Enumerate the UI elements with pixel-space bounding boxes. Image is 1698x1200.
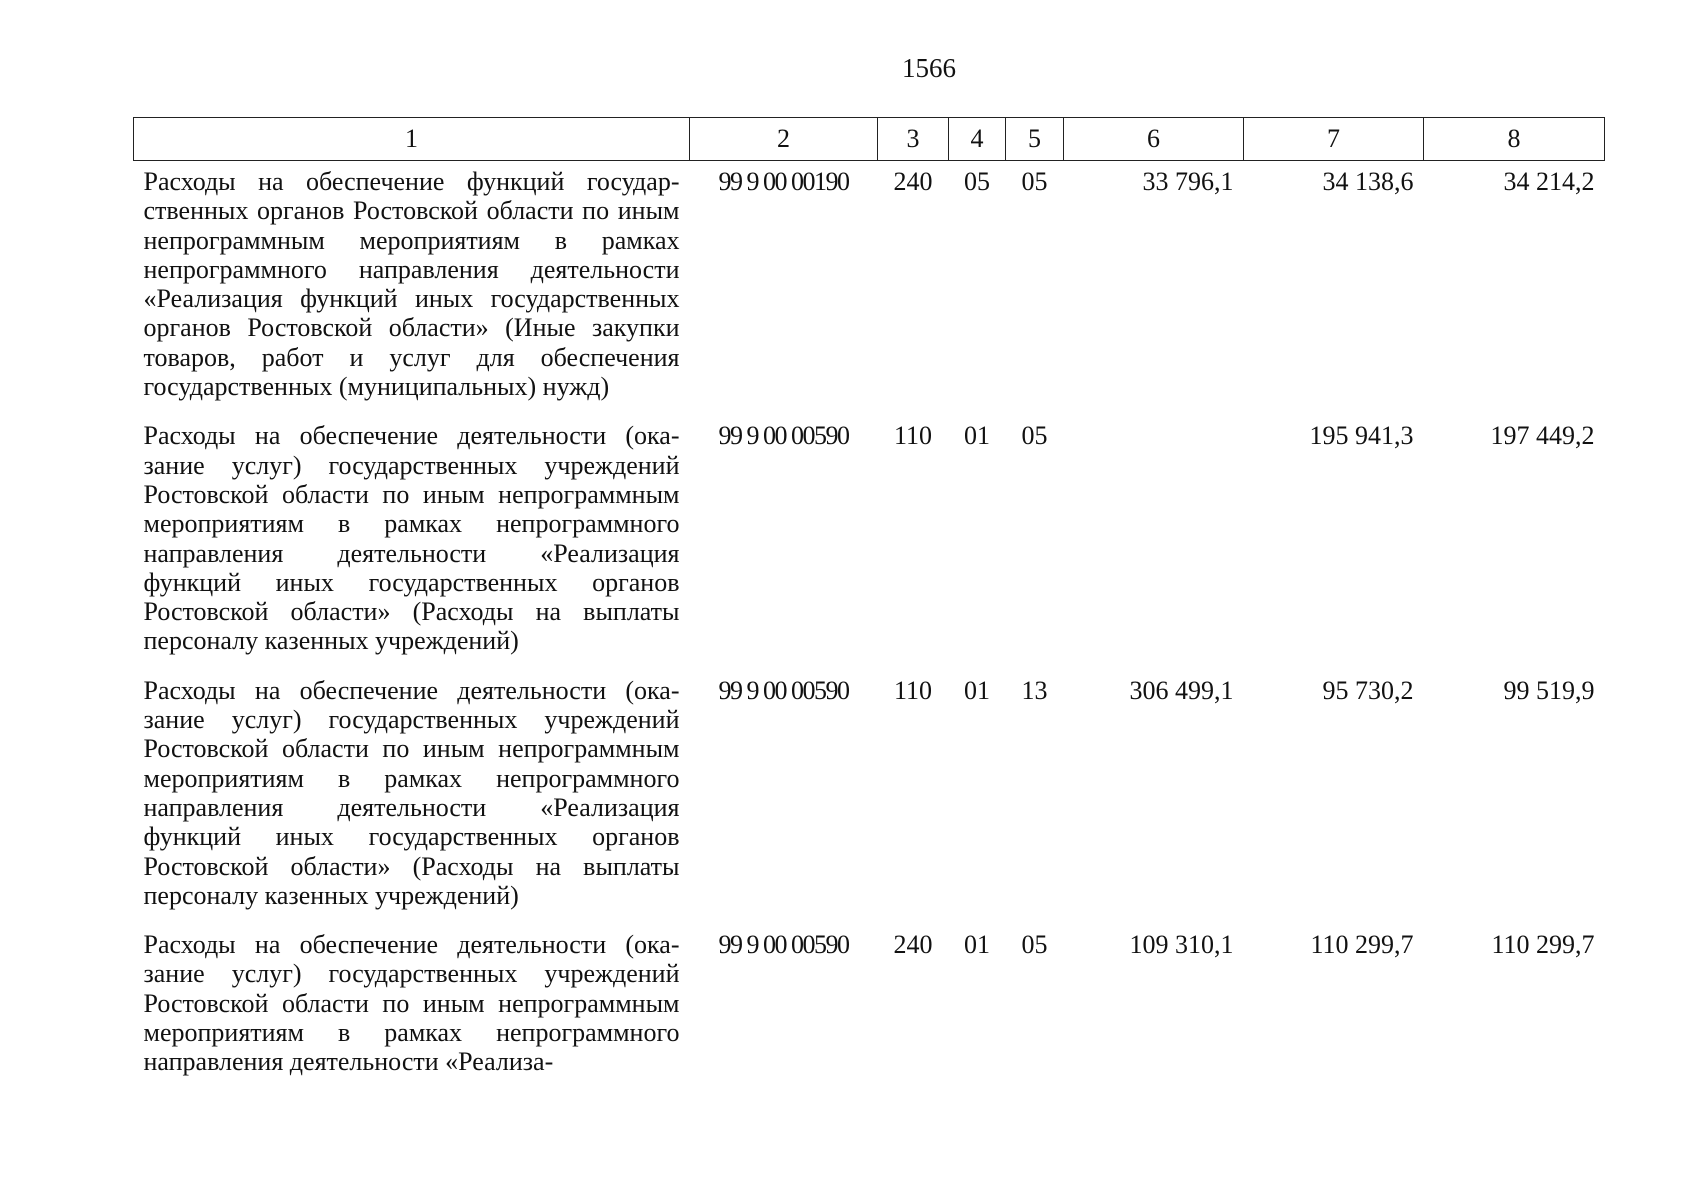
section-code: 05 [964, 167, 990, 196]
target-article-code: 99 9 00 00190 [718, 167, 849, 196]
subsection-code: 05 [1021, 930, 1048, 960]
subsection-code: 13 [1021, 675, 1048, 705]
amount-col-8: 99 519,9 [1503, 675, 1595, 705]
table-row [134, 924, 1605, 1076]
target-article-code: 99 9 00 00590 [718, 675, 849, 705]
budget-table [133, 117, 1605, 1077]
row-description: Расходы на обеспечение деятельности (оказание услуг) государственных учреждений Ростовской области по иным непрограммным мероприятиям в рамках непрограммного направления деятельности «Реализа- [143, 930, 680, 1077]
section-code: 01 [964, 675, 990, 705]
row-description: Расходы на обеспечение деятельности (оказание услуг) государственных учреждений Ростовской области по иным непрограммным мероприятиям в рамках непрограммного направления деятельности «Реализация функций иных государственных органов Ростовской области» (Расходы на выплаты персоналу казенных учреждений) [143, 421, 680, 656]
expense-type-code: 240 [893, 167, 933, 196]
row-description: Расходы на обеспечение деятельности (оказание услуг) государственных учреждений Ростовской области по иным непрограммным мероприятиям в рамках непрограммного направления деятельности «Реализация функций иных государственных органов Ростовской области» (Расходы на выплаты персоналу казенных учреждений) [143, 675, 680, 910]
subsection-code: 05 [1021, 167, 1048, 196]
table-row [134, 161, 1605, 416]
amount-col-7: 110 299,7 [1310, 930, 1414, 960]
column-header-3: 3 [878, 118, 949, 161]
amount-col-6 [1064, 415, 1244, 669]
amount-col-6: 306 499,1 [1129, 675, 1234, 705]
subsection-code: 05 [1021, 421, 1048, 451]
column-header-5: 5 [1006, 118, 1064, 161]
amount-col-8: 197 449,2 [1490, 421, 1595, 451]
amount-col-8: 110 299,7 [1491, 930, 1595, 960]
amount-col-7: 195 941,3 [1309, 421, 1414, 451]
section-code: 01 [964, 421, 990, 451]
column-header-7: 7 [1244, 118, 1424, 161]
column-header-6: 6 [1064, 118, 1244, 161]
column-header-8: 8 [1424, 118, 1605, 161]
column-header-1: 1 [134, 118, 690, 161]
row-description: Расходы на обеспечение функций государственных органов Ростовской области по иным непрограммным мероприятиям в рамках непрограммного направления деятельности «Реализация функций иных государственных органов Ростовской области» (Иные закупки товаров, работ и услуг для обеспечения государственных (муниципальных) нужд) [143, 167, 680, 402]
amount-col-7: 34 138,6 [1322, 167, 1414, 196]
target-article-code: 99 9 00 00590 [718, 930, 849, 960]
expense-type-code: 240 [893, 930, 933, 960]
amount-col-7: 95 730,2 [1322, 675, 1414, 705]
target-article-code: 99 9 00 00590 [718, 421, 849, 451]
amount-col-8: 34 214,2 [1503, 167, 1595, 196]
table-row [134, 670, 1605, 924]
header-row [134, 118, 1605, 161]
amount-col-6: 33 796,1 [1142, 167, 1234, 196]
column-header-4: 4 [949, 118, 1006, 161]
amount-col-6: 109 310,1 [1129, 930, 1234, 960]
page-number: 1566 [902, 53, 956, 83]
expense-type-code: 110 [893, 675, 933, 705]
section-code: 01 [964, 930, 990, 960]
table-row [134, 415, 1605, 669]
column-header-2: 2 [690, 118, 878, 161]
expense-type-code: 110 [893, 421, 933, 451]
